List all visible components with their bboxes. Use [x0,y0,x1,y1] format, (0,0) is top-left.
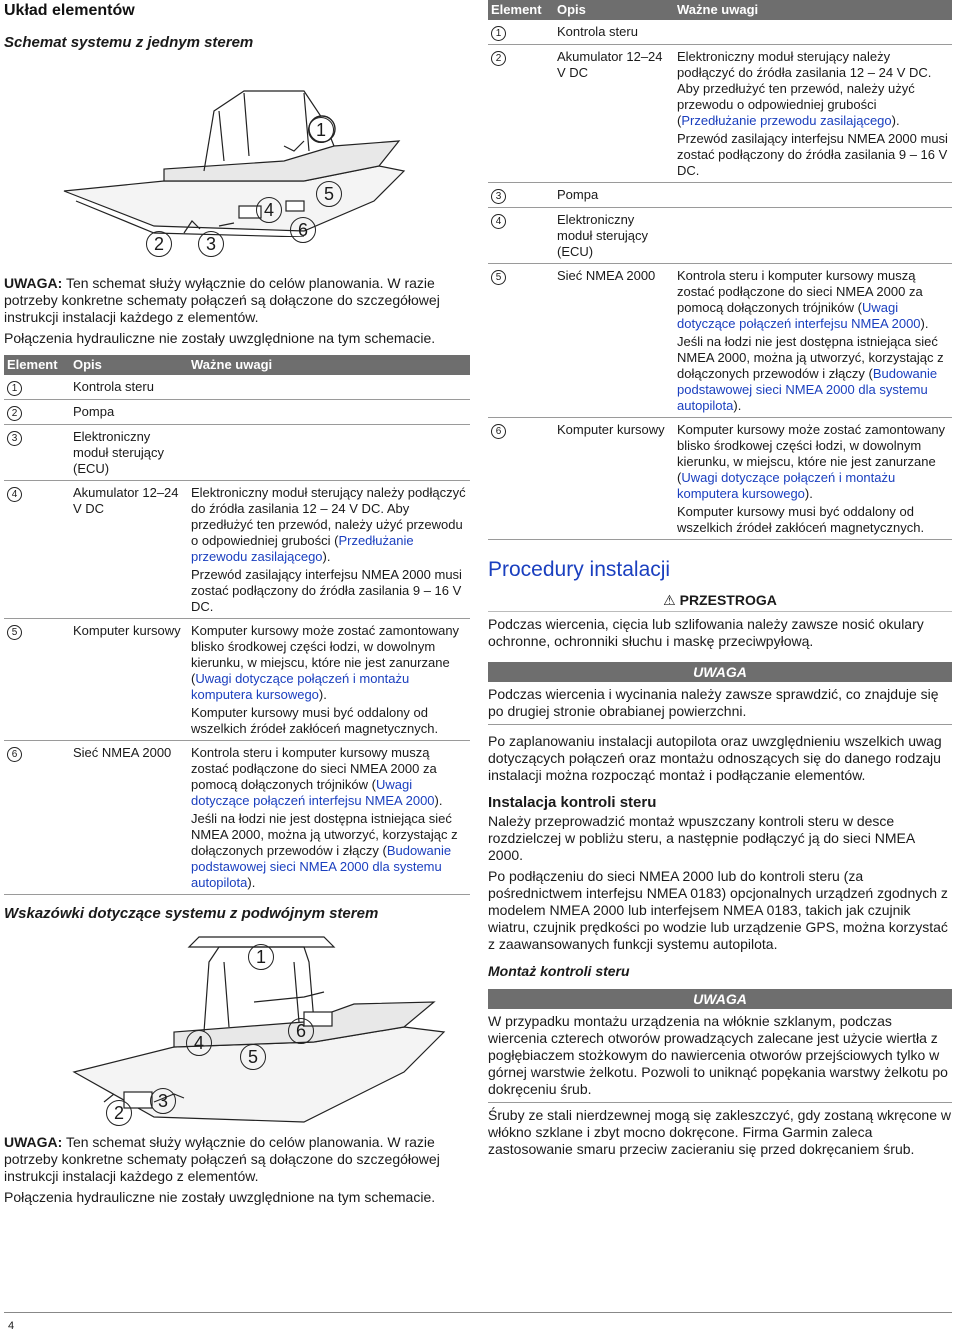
warning-icon: ⚠ [663,592,676,608]
note-text-after: ). [804,486,813,501]
boat-diagram-1 [4,51,470,237]
notice-1-text: Podczas wiercenia i wycinania należy zawsze sprawdzić, co znajduje się po drugiej stronie obrabianej powierzchni. [488,686,952,725]
single-helm-title: Schemat systemu z jednym sterem [4,34,254,51]
note-text-after: ). [247,875,256,890]
table-row [488,183,952,208]
element-number-cell [488,45,554,183]
element-number-cell [4,400,70,425]
table-row [488,45,952,183]
diagram1-callout-1: 1 [308,117,334,143]
element-number: 2 [7,406,22,421]
note-paragraph [191,705,467,737]
element-notes [674,45,952,183]
element-notes [674,20,952,45]
element-number-cell [488,208,554,264]
diagram2-callout-2: 2 [106,1100,132,1126]
notice-2-text: W przypadku montażu urządzenia na włóknie szklanym, podczas wiercenia czterech otworów prowadzących zalecane jest użycie wiertła z pogłębiaczem stożkowym do nawiercenia otworów przejściowych tylko w górnej warstwie żelkotu. Pozwoli to uniknąć popękania warstwy żelkotu po dokręceniu śrub. [488,1013,952,1103]
helm-install-p1: Należy przeprowadzić montaż wpuszczany kontroli steru w desce rozdzielczej w pobliżu steru, a następnie podłączyć ją do sieci NMEA 2000. [488,813,915,863]
diagram2-callout-3: 3 [150,1088,176,1114]
element-number-cell [488,20,554,45]
note-text-after: ). [322,549,331,564]
helm-install-title: Instalacja kontroli steru [488,794,657,811]
diagram2-callout-1: 1 [248,944,274,970]
diagram1-callout-6b: 6 [290,217,316,243]
col-element: Element [488,0,554,20]
diagram1-callout-2b: 2 [146,231,172,257]
element-desc: Sieć NMEA 2000 [70,741,188,895]
element-number-cell [4,741,70,895]
diagram2-callout-4: 4 [186,1030,212,1056]
element-number: 3 [491,189,506,204]
element-number: 5 [7,625,22,640]
stainless-screws-text: Śruby ze stali nierdzewnej mogą się zakleszczyć, gdy zostaną wkręcone w włókno szklane i zbyt mocno dokręcone. Firma Garmin zaleca zastosowanie smaru przeciw zacieraniu się przed dokręcaniem śrub. [488,1107,951,1157]
col-notes: Ważne uwagi [674,0,952,20]
element-notes [188,481,470,619]
cross-reference-link[interactable]: Uwagi dotyczące połączeń i montażu komputera kursowego [677,470,896,501]
element-number: 5 [491,270,506,285]
element-number: 4 [7,487,22,502]
left-column [4,0,470,1206]
note-paragraph [677,334,949,414]
cross-reference-link[interactable]: Budowanie podstawowej sieci NMEA 2000 dla systemu autopilota [191,843,452,890]
element-desc: Elektroniczny moduł sterujący (ECU) [554,208,674,264]
note-paragraph [677,422,949,502]
note-text-after: ). [920,316,929,331]
element-desc: Akumulator 12–24 V DC [70,481,188,619]
element-number: 6 [7,747,22,762]
element-desc: Kontrola steru [554,20,674,45]
element-number-cell [4,619,70,741]
element-notes [188,619,470,741]
element-number: 3 [7,431,22,446]
element-notes [188,400,470,425]
element-desc: Komputer kursowy [70,619,188,741]
single-helm-diagram [4,51,470,237]
dual-helm-table [488,0,952,540]
note-paragraph [191,745,467,809]
note-2-label: UWAGA: [4,1134,63,1150]
page-number: 4 [8,1320,15,1332]
element-desc: Elektroniczny moduł sterujący (ECU) [70,425,188,481]
table-row [4,619,470,741]
note-2-text: Ten schemat służy wyłącznie do celów planowania. W razie potrzeby konkretne schematy połączeń są dołączone do szczegółowej instrukcji instalacji każdego z elementów. [4,1134,440,1184]
element-notes [674,208,952,264]
element-number-cell [488,418,554,540]
install-intro: Po zaplanowaniu instalacji autopilota oraz uwzględnieniu wszelkich uwag dotyczących połączeń oraz montażu odnoszących się do danego rodzaju instalacji można rozpocząć montaż i podłączanie elementów. [488,733,942,783]
caution-header [488,592,952,612]
note-paragraph [677,504,949,536]
cross-reference-link[interactable]: Uwagi dotyczące połączeń interfejsu NMEA 2000 [677,300,921,331]
element-notes [674,264,952,418]
element-notes [674,183,952,208]
section-title: Układ elementów [4,2,135,19]
notice-2-title: UWAGA [488,989,952,1009]
note-paragraph [191,567,467,615]
table-row [4,400,470,425]
note-1-text: Ten schemat służy wyłącznie do celów planowania. W razie potrzeby konkretne schematy połączeń są dołączone do szczegółowej instrukcji instalacji każdego z elementów. [4,275,440,325]
note-paragraph [677,131,949,179]
note-paragraph [677,49,949,129]
element-number-cell [4,481,70,619]
element-desc: Komputer kursowy [554,418,674,540]
table-row [488,418,952,540]
element-number-cell [488,264,554,418]
dual-helm-diagram [4,922,470,1130]
single-helm-table-body [4,375,470,895]
dual-helm-table-body [488,20,952,540]
element-number: 1 [7,381,22,396]
helm-mount-title: Montaż kontroli steru [488,963,630,979]
note-text: Kontrola steru i komputer kursowy muszą zostać podłączone do sieci NMEA 2000 za pomocą dołączonych trójników ( [191,745,437,792]
right-column [488,0,952,1158]
footer-rule [4,1312,952,1313]
table-row [4,425,470,481]
element-desc: Pompa [554,183,674,208]
note-text: Komputer kursowy może zostać zamontowany blisko środkowej części łodzi, w dowolnym kierunku, w miejscu, które nie jest zanurzane ( [191,623,460,686]
table-row [4,481,470,619]
table-row [4,375,470,400]
element-notes [188,741,470,895]
caution-text: Podczas wiercenia, cięcia lub szlifowania należy zawsze nosić okulary ochronne, ochronniki słuchu i maskę przeciwpyłową. [488,616,924,649]
helm-install-p2: Po podłączeniu do sieci NMEA 2000 lub do kontroli steru (za pośrednictwem interfejsu NMEA 0183) opcjonalnych urządzeń zgodnych z modelem NMEA 2000 lub interfejsem NMEA 0183, takich jak czujnik wiatru, czujnik prędkości po wodzie lub urządzenie GPS, można korzystać z zaawansowanych funkcji systemu autopilota. [488,868,948,952]
element-notes [188,425,470,481]
note-text-after: ). [434,793,443,808]
col-notes: Ważne uwagi [188,355,470,375]
element-notes [674,418,952,540]
note-paragraph [191,623,467,703]
note-paragraph [677,268,949,332]
cross-reference-link[interactable]: Budowanie podstawowej sieci NMEA 2000 dla systemu autopilota [677,366,938,413]
element-desc: Kontrola steru [70,375,188,400]
col-desc: Opis [70,355,188,375]
note-text: Komputer kursowy może zostać zamontowany blisko środkowej części łodzi, w dowolnym kierunku, w miejscu, które nie jest zanurzane ( [677,422,946,485]
table-header-row [4,355,470,375]
table-header-row [488,0,952,20]
cross-reference-link[interactable]: Uwagi dotyczące połączeń interfejsu NMEA 2000 [191,777,435,808]
diagram1-callout-3: 3 [198,231,224,257]
single-helm-table [4,355,470,895]
note-text: Elektroniczny moduł sterujący należy podłączyć do źródła zasilania 12 – 24 V DC. Aby przedłużyć ten przewód, należy użyć przewodu o odpowiedniej grubości ( [191,485,466,548]
diagram2-callout-5: 5 [240,1044,266,1070]
note-paragraph [191,811,467,891]
note-text: Komputer kursowy musi być oddalony od wszelkich źródeł zakłóceń magnetycznych. [677,504,925,535]
diagram2-callout-6: 6 [288,1018,314,1044]
diagram1-callout-4: 4 [256,197,282,223]
note-1-label: UWAGA: [4,275,63,291]
element-notes [188,375,470,400]
table-row [488,20,952,45]
note-2-extra: Połączenia hydrauliczne nie zostały uwzględnione na tym schemacie. [4,1189,436,1205]
note-text: Komputer kursowy musi być oddalony od wszelkich źródeł zakłóceń magnetycznych. [191,705,439,736]
note-text-after: ). [733,398,742,413]
element-number-cell [488,183,554,208]
table-row [488,208,952,264]
note-text: Przewód zasilający interfejsu NMEA 2000 musi zostać podłączony do źródła zasilania 9 – 16 V DC. [191,567,462,614]
table-row [488,264,952,418]
table-row [4,741,470,895]
element-number: 6 [491,424,506,439]
procedures-title: Procedury instalacji [488,558,671,581]
note-paragraph [191,485,467,565]
element-number: 1 [491,26,506,41]
element-number-cell [4,375,70,400]
element-number-cell [4,425,70,481]
element-desc: Pompa [70,400,188,425]
cross-reference-link[interactable]: Uwagi dotyczące połączeń i montażu komputera kursowego [191,671,410,702]
cross-reference-link[interactable]: Przedłużanie przewodu zasilającego [191,533,414,564]
dual-helm-title: Wskazówki dotyczące systemu z podwójnym sterem [4,905,379,922]
note-text: Jeśli na łodzi nie jest dostępna istniejąca sieć NMEA 2000, można ją utworzyć, korzystając z dołączonych przewodów i złączy ( [677,334,944,381]
boat-diagram-2 [4,922,470,1130]
element-number: 2 [491,51,506,66]
diagram1-callout-5: 5 [316,181,342,207]
note-text: Kontrola steru i komputer kursowy muszą zostać podłączone do sieci NMEA 2000 za pomocą dołączonych trójników ( [677,268,923,315]
caution-title: PRZESTROGA [679,592,777,608]
col-element: Element [4,355,70,375]
note-text: Jeśli na łodzi nie jest dostępna istniejąca sieć NMEA 2000, można ją utworzyć, korzystając z dołączonych przewodów i złączy ( [191,811,458,858]
note-1-extra: Połączenia hydrauliczne nie zostały uwzględnione na tym schemacie. [4,330,436,346]
element-number: 4 [491,214,506,229]
notice-1-title: UWAGA [488,662,952,682]
cross-reference-link[interactable]: Przedłużanie przewodu zasilającego [681,113,892,128]
note-text-after: ). [318,687,327,702]
element-desc: Sieć NMEA 2000 [554,264,674,418]
note-text-after: ). [891,113,900,128]
note-text: Elektroniczny moduł sterujący należy podłączyć do źródła zasilania 12 – 24 V DC. Aby przedłużyć ten przewód, należy użyć przewodu o odpowiedniej grubości ( [677,49,932,128]
element-desc: Akumulator 12–24 V DC [554,45,674,183]
diagram1-lower-callouts [4,220,470,283]
note-text: Przewód zasilający interfejsu NMEA 2000 musi zostać podłączony do źródła zasilania 9 – 16 V DC. [677,131,948,178]
col-desc: Opis [554,0,674,20]
note-2 [4,1134,470,1185]
